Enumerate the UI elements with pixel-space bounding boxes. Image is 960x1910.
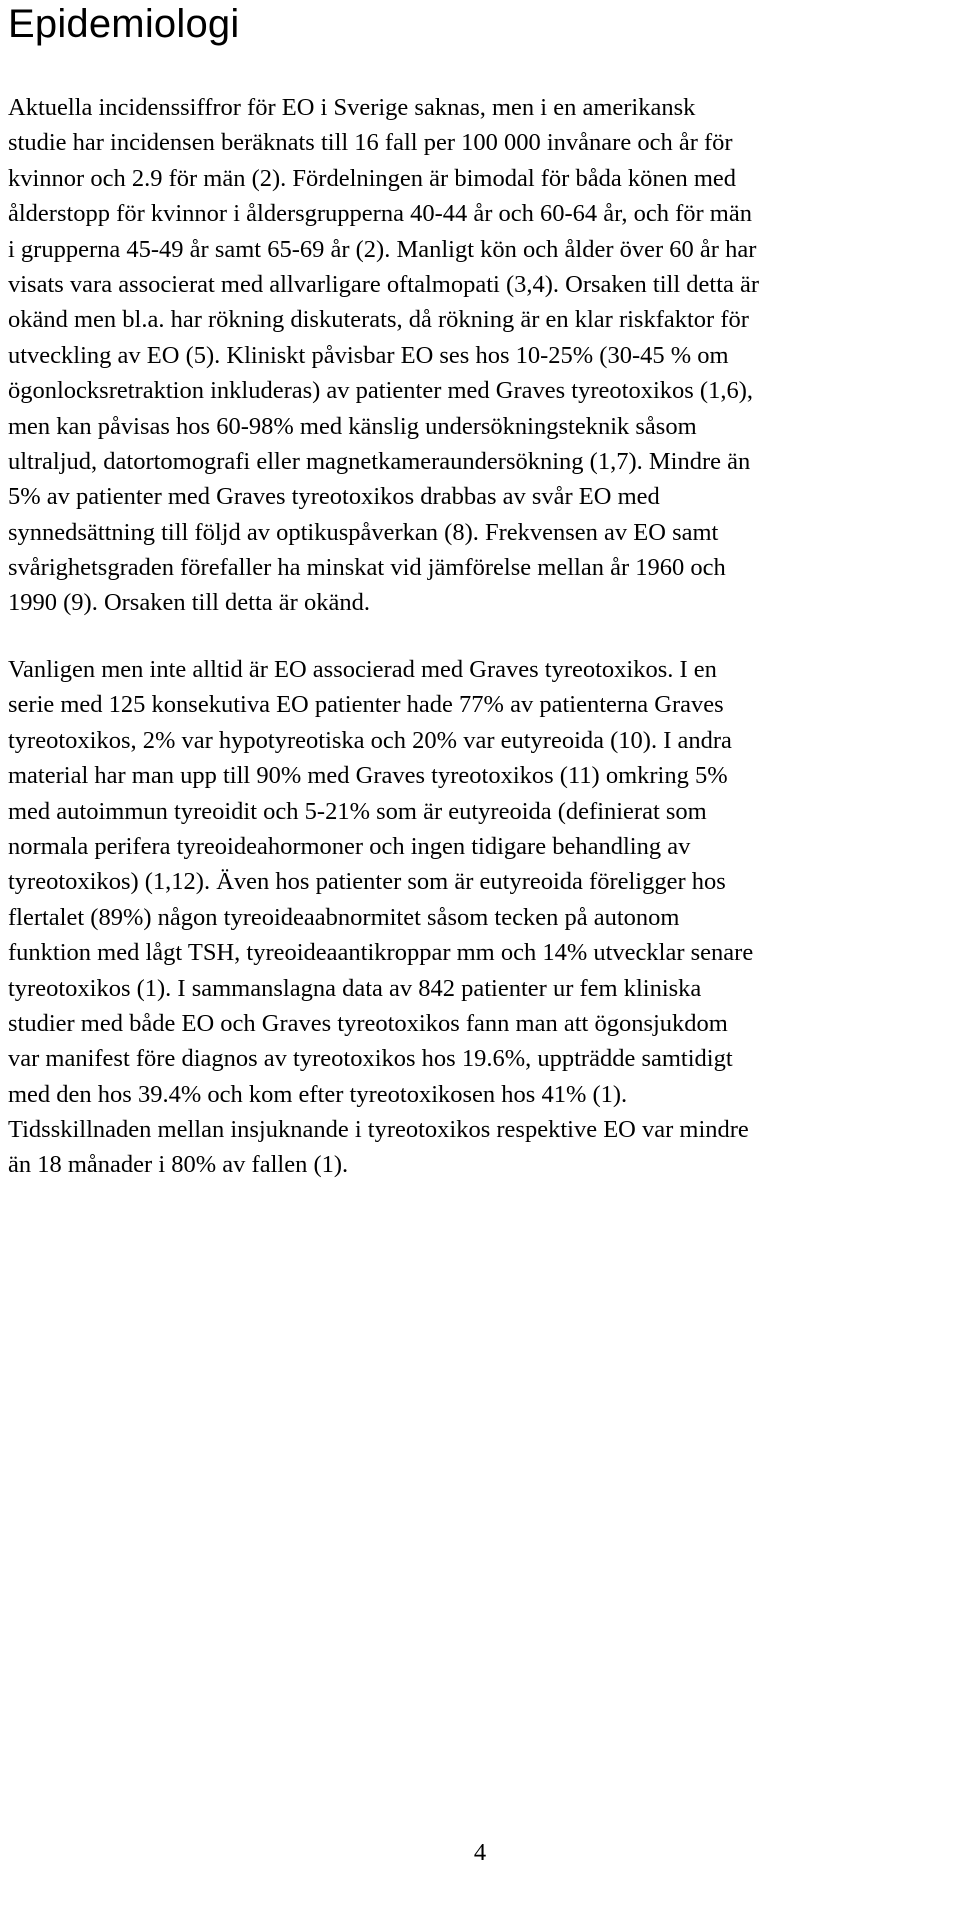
text-line: i grupperna 45-49 år samt 65-69 år (2). Manligt kön och ålder över 60 år har [8,235,757,263]
paragraph-incidence [8,90,951,621]
text-line: serie med 125 konsekutiva EO patienter hade 77% av patienterna Graves [8,691,724,719]
text-line: visats vara associerat med allvarligare oftalmopati (3,4). Orsaken till detta är [8,270,760,298]
text-line: tyreotoxikos (1). I sammanslagna data av 842 patienter ur fem kliniska [8,974,702,1002]
text-line: synnedsättning till följd av optikuspåverkan (8). Frekvensen av EO samt [8,518,719,546]
text-line: material har man upp till 90% med Graves tyreotoxikos (11) omkring 5% [8,762,728,790]
text-line: ålderstopp för kvinnor i åldersgrupperna 40-44 år och 60-64 år, och för män [8,200,752,228]
text-line: men kan påvisas hos 60-98% med känslig undersökningsteknik såsom [8,412,697,440]
text-line: normala perifera tyreoideahormoner och ingen tidigare behandling av [8,832,691,860]
text-line: okänd men bl.a. har rökning diskuterats, då rökning är en klar riskfaktor för [8,306,749,334]
text-line: var manifest före diagnos av tyreotoxikos hos 19.6%, uppträdde samtidigt [8,1045,733,1073]
text-line: studier med både EO och Graves tyreotoxikos fann man att ögonsjukdom [8,1009,728,1037]
text-line: flertalet (89%) någon tyreoideaabnormitet såsom tecken på autonom [8,903,680,931]
text-line: utveckling av EO (5). Kliniskt påvisbar EO ses hos 10-25% (30-45 % om [8,341,729,369]
text-line: svårighetsgraden förefaller ha minskat vid jämförelse mellan år 1960 och [8,554,726,582]
paragraph-association [8,652,951,1183]
page-number: 4 [473,1839,487,1866]
text-line: ögonlocksretraktion inkluderas) av patienter med Graves tyreotoxikos (1,6), [8,377,753,405]
text-line: än 18 månader i 80% av fallen (1). [8,1151,349,1179]
text-line: 1990 (9). Orsaken till detta är okänd. [8,589,370,617]
section-heading: Epidemiologi [8,2,240,46]
text-line: funktion med lågt TSH, tyreoideaantikroppar mm och 14% utvecklar senare [8,939,754,967]
text-line: studie har incidensen beräknats till 16 fall per 100 000 invånare och år för [8,129,733,157]
text-line: Vanligen men inte alltid är EO associerad med Graves tyreotoxikos. I en [8,656,717,683]
text-line: Tidsskillnaden mellan insjuknande i tyreotoxikos respektive EO var mindre [8,1116,749,1144]
text-line: kvinnor och 2.9 för män (2). Fördelningen är bimodal för båda könen med [8,164,737,192]
text-line: tyreotoxikos, 2% var hypotyreotiska och 20% var eutyreoida (10). I andra [8,726,732,754]
text-line: med den hos 39.4% och kom efter tyreotoxikosen hos 41% (1). [8,1080,628,1108]
text-line: tyreotoxikos) (1,12). Även hos patienter som är eutyreoida föreligger hos [8,868,726,896]
text-line: ultraljud, datortomografi eller magnetkameraundersökning (1,7). Mindre än [8,447,751,475]
text-line: Aktuella incidenssiffror för EO i Sverige saknas, men i en amerikansk [8,94,696,121]
text-line: med autoimmun tyreoidit och 5-21% som är eutyreoida (definierat som [8,797,707,825]
text-line: 5% av patienter med Graves tyreotoxikos drabbas av svår EO med [8,483,660,511]
